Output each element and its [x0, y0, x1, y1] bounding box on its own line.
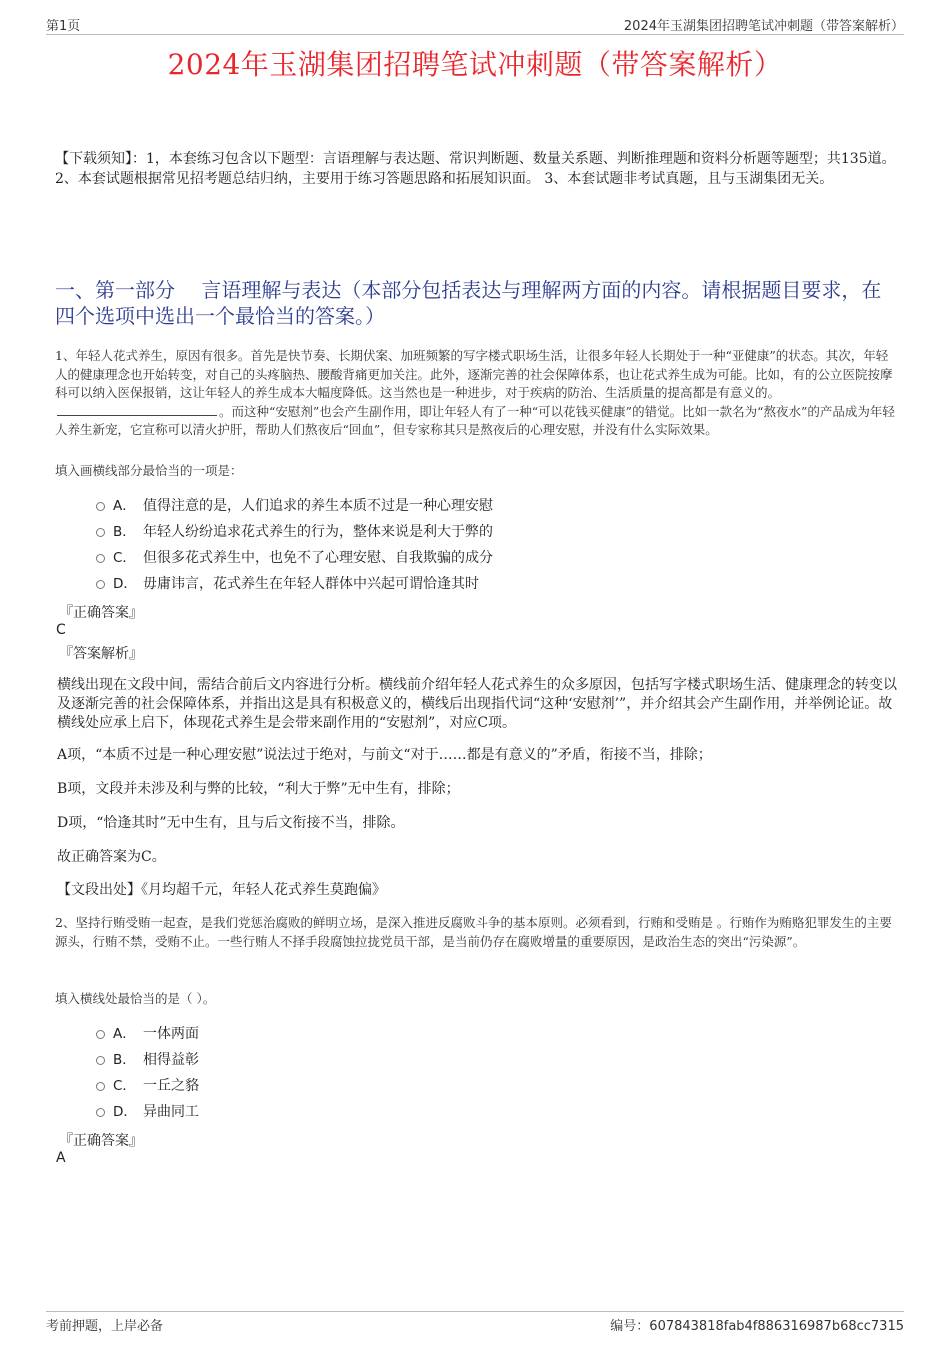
- question-1-text-before: 1、年轻人花式养生，原因有很多。首先是快节奏、长期伏案、加班频繁的写字楼式职场生活，让很多年轻人长期处于一种“亚健康”的状态。其次，年轻人的健康理念也开始转变，对自己的头疼脑热、腰酸背痛更加关注。此外，逐渐完善的社会保障体系，也让花式养生成为可能。比如，有的公立医院按摩科可以纳入医保报销，这让年轻人的养生成本大幅度降低。这当然也是一种进步，对于疾病的防治、生活质量的提高都是有意义的。: [55, 348, 893, 400]
- question-1-analysis-d: D项，“恰逢其时”无中生有，且与后文衔接不当，排除。: [57, 815, 405, 831]
- radio-icon[interactable]: [96, 1030, 105, 1039]
- question-1-analysis-a: A项，“本质不过是一种心理安慰”说法过于绝对，与前文“对于……都是有意义的”矛盾，衔接不当，排除；: [57, 747, 712, 763]
- question-2-option-b[interactable]: B． 相得益彰: [96, 1050, 199, 1070]
- section-heading: 一、第一部分 言语理解与表达（本部分包括表达与理解两方面的内容。请根据题目要求，在四个选项中选出一个最恰当的答案。）: [55, 278, 882, 328]
- question-2-text: 2、坚持行贿受贿一起查，是我们党惩治腐败的鲜明立场，是深入推进反腐败斗争的基本原则。必须看到，行贿和受贿是 。行贿作为贿赂犯罪发生的主要源头，行贿不禁，受贿不止。一些行贿人不择手段腐蚀拉拢党员干部，是当前仍存在腐败增量的重要原因，是政治生态的突出“污染源”。: [55, 915, 892, 949]
- page-footer: [46, 1311, 904, 1332]
- question-1-option-d[interactable]: D． 毋庸讳言，花式养生在年轻人群体中兴起可谓恰逢其时: [96, 574, 479, 594]
- question-1-prompt: 填入画横线部分最恰当的一项是：: [55, 463, 243, 478]
- question-1-option-a[interactable]: A． 值得注意的是，人们追求的养生本质不过是一种心理安慰: [96, 496, 493, 516]
- question-1-answer: C: [56, 622, 66, 638]
- question-2-option-a[interactable]: A． 一体两面: [96, 1024, 199, 1044]
- radio-icon[interactable]: [96, 502, 105, 511]
- question-1-option-c[interactable]: C． 但很多花式养生中，也免不了心理安慰、自我欺骗的成分: [96, 548, 493, 568]
- header-doc-title: 2024年玉湖集团招聘笔试冲刺题（带答案解析）: [623, 19, 904, 34]
- question-2-option-c[interactable]: C． 一丘之貉: [96, 1076, 199, 1096]
- question-2-prompt: 填入横线处最恰当的是（ ）。: [55, 991, 216, 1006]
- question-2-answer-label: 『正确答案』: [59, 1133, 143, 1149]
- question-1-analysis-b: B项，文段并未涉及利与弊的比较，“利大于弊”无中生有，排除；: [57, 781, 460, 797]
- question-1-analysis-label: 『答案解析』: [59, 646, 143, 662]
- question-1-analysis-conclusion: 故正确答案为C。: [57, 849, 166, 865]
- footer-slogan: 考前押题，上岸必备: [46, 1319, 164, 1334]
- radio-icon[interactable]: [96, 580, 105, 589]
- radio-icon[interactable]: [96, 1056, 105, 1065]
- document-title: 2024年玉湖集团招聘笔试冲刺题（带答案解析）: [167, 48, 783, 81]
- question-2-option-d[interactable]: D． 异曲同工: [96, 1102, 199, 1122]
- footer-doc-id: 编号：607843818fab4f886316987b68cc7315: [610, 1319, 904, 1334]
- question-1-blank: [57, 403, 217, 416]
- question-1-answer-label: 『正确答案』: [59, 605, 143, 621]
- radio-icon[interactable]: [96, 1082, 105, 1091]
- question-1-text-after: 。而这种“安慰剂”也会产生副作用，即让年轻人有了一种“可以花钱买健康”的错觉。比如一款名为“熬夜水”的产品成为年轻人养生新宠，它宣称可以清火护肝，帮助人们熬夜后“回血”，但专家称其只是熬夜后的心理安慰，并没有什么实际效果。: [55, 403, 895, 437]
- download-notice: 【下载须知】：1，本套练习包含以下题型：言语理解与表达题、常识判断题、数量关系题、判断推理题和资料分析题等题型；共135道。 2、本套试题根据常见招考题总结归纳，主要用于练习答题思路和拓展知识面。 3、本套试题非考试真题，且与玉湖集团无关。: [55, 151, 896, 187]
- radio-icon[interactable]: [96, 528, 105, 537]
- page-number: 第1页: [46, 19, 81, 34]
- radio-icon[interactable]: [96, 1108, 105, 1117]
- question-1-option-b[interactable]: B． 年轻人纷纷追求花式养生的行为，整体来说是利大于弊的: [96, 522, 493, 542]
- radio-icon[interactable]: [96, 554, 105, 563]
- question-1-source: 【文段出处】《月均超千元，年轻人花式养生莫跑偏》: [57, 882, 386, 898]
- question-1-analysis-main: 横线出现在文段中间，需结合前后文内容进行分析。横线前介绍年轻人花式养生的众多原因，包括写字楼式职场生活、健康理念的转变以及逐渐完善的社会保障体系，并指出这是具有积极意义的，横线后出现指代词“这种‘安慰剂’”，并介绍其会产生副作用，并举例论证。故横线处应承上启下，体现花式养生是会带来副作用的“安慰剂”，对应C项。: [57, 677, 897, 731]
- page-header: [46, 14, 904, 35]
- question-1-text: [55, 347, 900, 440]
- question-2-answer: A: [56, 1150, 66, 1166]
